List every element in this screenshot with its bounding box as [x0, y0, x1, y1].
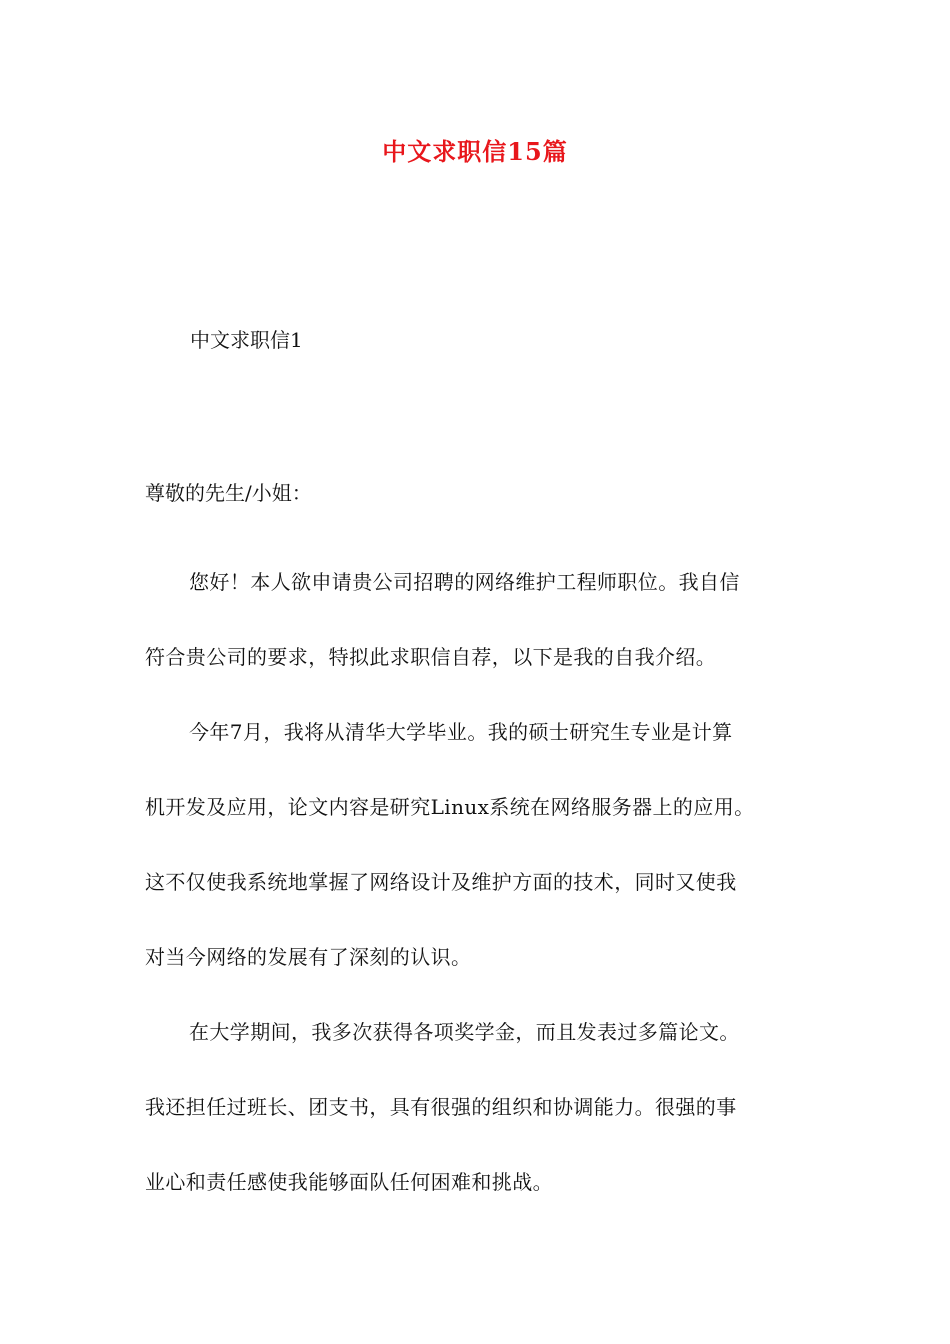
paragraph-line: 符合贵公司的要求，特拟此求职信自荐，以下是我的自我介绍。: [145, 645, 717, 669]
paragraph-line: 我还担任过班长、团支书，具有很强的组织和协调能力。很强的事: [145, 1095, 737, 1119]
paragraph-line: 您好！本人欲申请贵公司招聘的网络维护工程师职位。我自信: [189, 570, 740, 594]
paragraph-line: 这不仅使我系统地掌握了网络设计及维护方面的技术，同时又使我: [145, 870, 737, 894]
paragraph-3: [145, 995, 825, 1220]
paragraph-line: 业心和责任感使我能够面队任何困难和挑战。: [145, 1170, 553, 1194]
salutation: 尊敬的先生/小姐：: [145, 481, 312, 505]
document-title: 中文求职信15篇: [382, 137, 568, 166]
section-heading: 中文求职信1: [190, 328, 303, 352]
paragraph-line: 机开发及应用，论文内容是研究Linux系统在网络服务器上的应用。: [145, 795, 755, 819]
paragraph-1: [145, 545, 825, 695]
letter-body: [145, 545, 825, 1220]
paragraph-line: 对当今网络的发展有了深刻的认识。: [145, 945, 472, 969]
paragraph-2: [145, 695, 825, 995]
paragraph-line: 在大学期间，我多次获得各项奖学金，而且发表过多篇论文。: [189, 1020, 740, 1044]
paragraph-line: 今年7月，我将从清华大学毕业。我的硕士研究生专业是计算: [189, 720, 733, 744]
